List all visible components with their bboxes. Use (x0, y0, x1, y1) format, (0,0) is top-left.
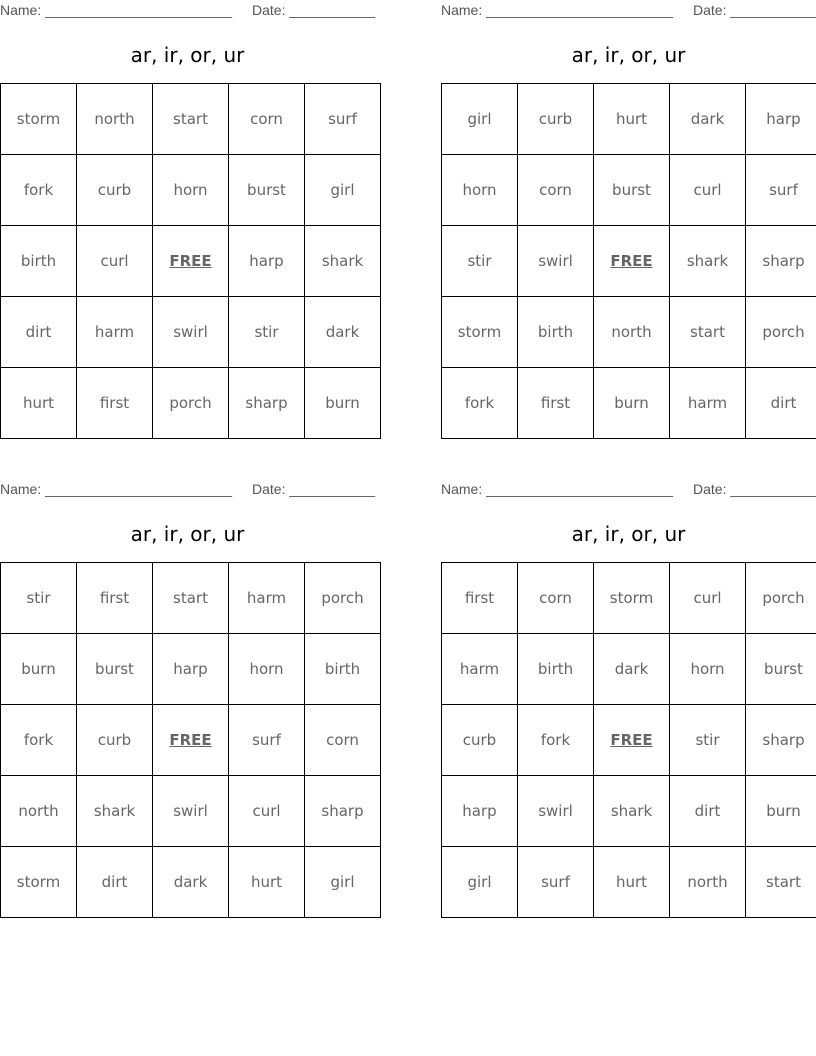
grid-cell: stir (442, 226, 518, 297)
grid-row (442, 563, 816, 634)
grid-cell: porch (153, 368, 229, 439)
grid-cell: birth (305, 634, 381, 705)
info-line (441, 2, 816, 20)
name-field: Name: ________________________ (441, 481, 673, 497)
card-title: ar, ir, or, ur (130, 522, 245, 546)
grid-row (1, 368, 381, 439)
grid-cell: hurt (1, 368, 77, 439)
grid-row (442, 226, 816, 297)
grid-cell: surf (746, 155, 816, 226)
grid-cell: harm (229, 563, 305, 634)
grid-cell: birth (1, 226, 77, 297)
grid-cell: first (77, 368, 153, 439)
grid-cell: north (77, 84, 153, 155)
date-field: Date: ___________ (252, 2, 375, 18)
grid-cell: dirt (670, 776, 746, 847)
grid-cell: harp (442, 776, 518, 847)
grid-cell: swirl (518, 776, 594, 847)
free-space: FREE (153, 226, 229, 297)
grid-cell: stir (1, 563, 77, 634)
grid-cell: storm (1, 84, 77, 155)
grid-cell: sharp (229, 368, 305, 439)
grid-row (1, 155, 381, 226)
grid-cell: porch (305, 563, 381, 634)
grid-row (442, 155, 816, 226)
grid-cell: burst (594, 155, 670, 226)
grid-cell: surf (305, 84, 381, 155)
grid-cell: start (153, 84, 229, 155)
grid-cell: swirl (518, 226, 594, 297)
grid-cell: curb (518, 84, 594, 155)
grid-cell: curl (229, 776, 305, 847)
grid-cell: hurt (594, 847, 670, 918)
grid-cell: shark (594, 776, 670, 847)
grid-cell: surf (229, 705, 305, 776)
grid-row (1, 84, 381, 155)
grid-cell: curl (670, 155, 746, 226)
grid-row (1, 847, 381, 918)
grid-cell: horn (153, 155, 229, 226)
grid-cell: curb (442, 705, 518, 776)
grid-cell: girl (305, 155, 381, 226)
card-title: ar, ir, or, ur (130, 43, 245, 67)
grid-cell: shark (77, 776, 153, 847)
grid-cell: harm (670, 368, 746, 439)
grid-cell: sharp (746, 226, 816, 297)
grid-cell: start (746, 847, 816, 918)
grid-cell: dirt (77, 847, 153, 918)
bingo-grid (441, 562, 816, 918)
grid-cell: first (518, 368, 594, 439)
grid-cell: first (442, 563, 518, 634)
name-field: Name: ________________________ (441, 2, 673, 18)
grid-cell: corn (305, 705, 381, 776)
grid-cell: horn (670, 634, 746, 705)
grid-cell: shark (670, 226, 746, 297)
grid-cell: burst (229, 155, 305, 226)
free-space: FREE (594, 705, 670, 776)
info-line (441, 481, 816, 499)
bingo-card-3 (0, 479, 375, 913)
grid-cell: swirl (153, 776, 229, 847)
grid-cell: burn (746, 776, 816, 847)
grid-row (442, 634, 816, 705)
grid-row (1, 705, 381, 776)
grid-cell: curl (77, 226, 153, 297)
grid-cell: stir (229, 297, 305, 368)
grid-cell: dark (153, 847, 229, 918)
grid-cell: storm (442, 297, 518, 368)
grid-cell: fork (1, 705, 77, 776)
grid-cell: horn (229, 634, 305, 705)
grid-cell: corn (229, 84, 305, 155)
bingo-card-1 (0, 0, 375, 434)
grid-cell: harm (442, 634, 518, 705)
grid-cell: burn (305, 368, 381, 439)
grid-cell: swirl (153, 297, 229, 368)
bingo-grid (0, 562, 381, 918)
grid-cell: hurt (594, 84, 670, 155)
grid-cell: curb (77, 155, 153, 226)
grid-cell: dirt (1, 297, 77, 368)
grid-cell: corn (518, 563, 594, 634)
date-field: Date: ___________ (252, 481, 375, 497)
grid-row (442, 776, 816, 847)
grid-cell: stir (670, 705, 746, 776)
grid-row (1, 563, 381, 634)
grid-cell: dirt (746, 368, 816, 439)
card-title: ar, ir, or, ur (571, 522, 686, 546)
grid-row (1, 776, 381, 847)
grid-row (442, 297, 816, 368)
grid-cell: porch (746, 297, 816, 368)
grid-cell: storm (594, 563, 670, 634)
grid-cell: harp (746, 84, 816, 155)
grid-cell: start (670, 297, 746, 368)
grid-row (442, 368, 816, 439)
grid-cell: curl (670, 563, 746, 634)
grid-cell: fork (518, 705, 594, 776)
grid-cell: surf (518, 847, 594, 918)
grid-cell: corn (518, 155, 594, 226)
grid-row (442, 84, 816, 155)
grid-cell: curb (77, 705, 153, 776)
grid-cell: horn (442, 155, 518, 226)
date-field: Date: ___________ (693, 2, 816, 18)
grid-cell: girl (305, 847, 381, 918)
grid-cell: dark (305, 297, 381, 368)
grid-cell: north (670, 847, 746, 918)
info-line (0, 481, 375, 499)
grid-cell: first (77, 563, 153, 634)
bingo-grid (0, 83, 381, 439)
grid-cell: harm (77, 297, 153, 368)
grid-cell: dark (594, 634, 670, 705)
grid-cell: burst (746, 634, 816, 705)
grid-cell: porch (746, 563, 816, 634)
name-field: Name: ________________________ (0, 2, 232, 18)
grid-cell: fork (1, 155, 77, 226)
bingo-card-2 (441, 0, 816, 434)
grid-cell: harp (229, 226, 305, 297)
grid-cell: north (1, 776, 77, 847)
grid-cell: start (153, 563, 229, 634)
grid-cell: girl (442, 847, 518, 918)
grid-cell: burn (1, 634, 77, 705)
card-title: ar, ir, or, ur (571, 43, 686, 67)
grid-cell: sharp (746, 705, 816, 776)
info-line (0, 2, 375, 20)
grid-row (442, 705, 816, 776)
grid-row (1, 297, 381, 368)
grid-cell: hurt (229, 847, 305, 918)
grid-cell: dark (670, 84, 746, 155)
grid-row (1, 634, 381, 705)
grid-cell: girl (442, 84, 518, 155)
grid-cell: birth (518, 297, 594, 368)
free-space: FREE (153, 705, 229, 776)
grid-cell: burn (594, 368, 670, 439)
grid-cell: birth (518, 634, 594, 705)
grid-cell: storm (1, 847, 77, 918)
grid-cell: shark (305, 226, 381, 297)
bingo-grid (441, 83, 816, 439)
date-field: Date: ___________ (693, 481, 816, 497)
name-field: Name: ________________________ (0, 481, 232, 497)
grid-cell: fork (442, 368, 518, 439)
grid-cell: north (594, 297, 670, 368)
grid-cell: burst (77, 634, 153, 705)
free-space: FREE (594, 226, 670, 297)
grid-row (442, 847, 816, 918)
grid-cell: sharp (305, 776, 381, 847)
grid-row (1, 226, 381, 297)
grid-cell: harp (153, 634, 229, 705)
bingo-card-4 (441, 479, 816, 913)
